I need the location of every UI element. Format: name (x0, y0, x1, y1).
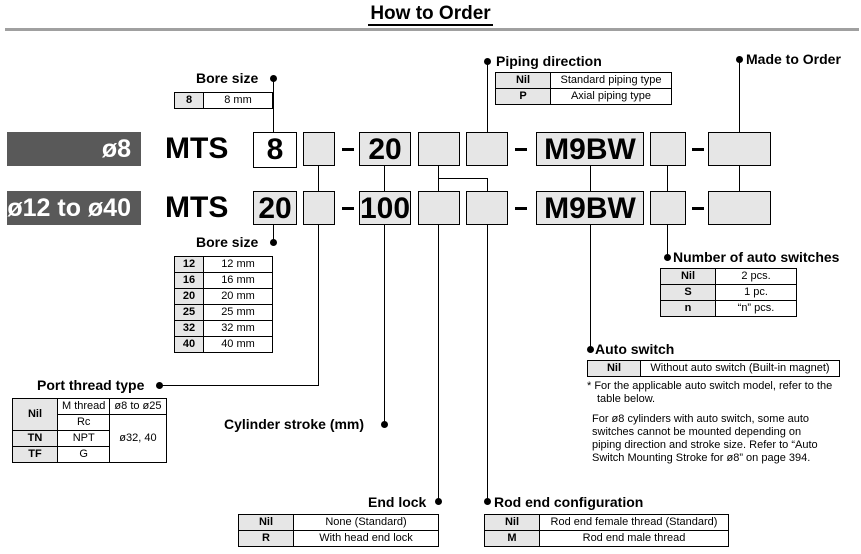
value-cell: With head end lock (294, 531, 439, 547)
code-cell: TN (13, 431, 58, 447)
auto-switch-mounting-note (592, 413, 860, 465)
code-cell: P (496, 89, 551, 105)
dash (515, 207, 527, 210)
dash (515, 148, 527, 151)
value-cell: 2 pcs. (716, 269, 797, 285)
connector-line (667, 166, 668, 191)
port-thread-table (12, 398, 167, 463)
bore-size-label: Bore size (196, 70, 259, 86)
value-cell: 40 mm (204, 337, 273, 353)
leader-dot (484, 58, 491, 65)
value-cell: 32 mm (204, 321, 273, 337)
value-cell: “n” pcs. (716, 301, 797, 317)
leader-line (273, 79, 274, 132)
value-cell: Axial piping type (551, 89, 672, 105)
leader-dot (664, 254, 671, 261)
value-cell: 12 mm (204, 257, 273, 273)
bore-diameter-tag-small: ø8 (7, 132, 141, 166)
dash (692, 148, 704, 151)
code-cell: 12 (175, 257, 204, 273)
cylinder-stroke-label: Cylinder stroke (mm) (224, 416, 365, 432)
code-cell: Nil (239, 515, 294, 531)
made-to-order-box (708, 191, 771, 225)
code-cell: 25 (175, 305, 204, 321)
code-cell: n (661, 301, 716, 317)
code-cell: 32 (175, 321, 204, 337)
auto-switch-label: Auto switch (595, 341, 675, 357)
value-cell: Rod end female thread (Standard) (540, 515, 729, 531)
dash (692, 207, 704, 210)
value-cell: 25 mm (204, 305, 273, 321)
auto-switch-note (587, 380, 859, 406)
num-switch-box (650, 132, 686, 166)
code-cell: 20 (175, 289, 204, 305)
dash (342, 148, 354, 151)
leader-dot (381, 421, 388, 428)
value-cell: G (58, 447, 110, 463)
code-cell: Nil (588, 361, 641, 377)
bore-size-label: Bore size (196, 234, 259, 250)
code-cell: 40 (175, 337, 204, 353)
end-lock-box (418, 191, 460, 225)
leader-dot (270, 75, 277, 82)
stroke-code: 20 (359, 132, 411, 166)
piping-direction-table (495, 72, 672, 105)
value-cell: Rod end male thread (540, 531, 729, 547)
leader-dot (156, 382, 163, 389)
bore-code: 20 (253, 191, 297, 225)
number-of-switches-table (660, 268, 797, 317)
leader-line (318, 225, 319, 385)
connector-line (739, 166, 740, 191)
bore-diameter-tag-large: ø12 to ø40 (7, 191, 141, 225)
note-line: * For the applicable auto switch model, refer to the (587, 380, 833, 392)
code-cell: S (661, 285, 716, 301)
rod-end-configuration-label: Rod end configuration (494, 494, 644, 510)
auto-switch-code: M9BW (536, 132, 644, 166)
value-cell: NPT (58, 431, 110, 447)
connector-line (487, 178, 488, 191)
dash (342, 207, 354, 210)
bore-code: 8 (253, 132, 297, 168)
leader-dot (736, 56, 743, 63)
note-line: For ø8 cylinders with auto switch, some auto (592, 413, 810, 425)
model-code: MTS (165, 132, 229, 165)
leader-line (160, 385, 319, 386)
leader-line (487, 225, 488, 501)
leader-line (590, 225, 591, 350)
leader-line (667, 225, 668, 257)
note-line: Switch Mounting Stroke for ø8” on page 394. (592, 452, 811, 464)
leader-dot (484, 498, 491, 505)
connector-line (590, 166, 591, 191)
connector-line (438, 178, 487, 179)
leader-line (438, 225, 439, 501)
leader-line (384, 225, 385, 425)
piping-box (466, 132, 508, 166)
value-cell: Standard piping type (551, 73, 672, 89)
rod-end-table (484, 514, 729, 547)
port-thread-type-label: Port thread type (37, 377, 145, 393)
leader-dot (270, 239, 277, 246)
connector-line (318, 166, 319, 191)
leader-line (739, 60, 740, 132)
rod-end-box (466, 191, 508, 225)
header-cell: M thread (58, 399, 110, 415)
code-cell: TF (13, 447, 58, 463)
note-line: piping direction and stroke size. Refer to “Auto (592, 439, 818, 451)
code-cell: 8 (175, 93, 204, 109)
value-cell: 16 mm (204, 273, 273, 289)
title-rule (5, 28, 859, 31)
note-line: table below. (597, 393, 656, 405)
stroke-code: 100 (360, 192, 411, 225)
made-to-order-label: Made to Order (746, 51, 841, 67)
auto-switch-table (587, 360, 840, 377)
connector-line (384, 166, 385, 191)
leader-line (487, 62, 488, 132)
leader-dot (435, 498, 442, 505)
value-cell: 8 mm (204, 93, 273, 109)
end-lock-box (418, 132, 460, 166)
made-to-order-box (708, 132, 771, 166)
port-thread-box (303, 191, 335, 225)
code-cell: M (485, 531, 540, 547)
value-cell: 20 mm (204, 289, 273, 305)
end-lock-label: End lock (368, 494, 427, 510)
code-cell: R (239, 531, 294, 547)
end-lock-table (238, 514, 439, 547)
value-cell: 1 pc. (716, 285, 797, 301)
number-of-auto-switches-label: Number of auto switches (673, 249, 840, 265)
page-title: How to Order (370, 3, 491, 24)
leader-dot (587, 346, 594, 353)
value-cell: Rc (58, 415, 110, 431)
note-line: switches cannot be mounted depending on (592, 426, 802, 438)
code-cell: Nil (485, 515, 540, 531)
auto-switch-code: M9BW (536, 191, 644, 225)
code-cell: Nil (496, 73, 551, 89)
bore-size-table-small (174, 92, 273, 109)
header-cell: ø8 to ø25 (110, 399, 166, 415)
model-code: MTS (165, 191, 229, 224)
bore-size-table (174, 256, 273, 353)
value-cell: None (Standard) (294, 515, 439, 531)
code-cell: Nil (661, 269, 716, 285)
num-switch-box (650, 191, 686, 225)
piping-direction-label: Piping direction (496, 53, 602, 69)
value-cell: ø32, 40 (110, 415, 166, 463)
code-cell: 16 (175, 273, 204, 289)
value-cell: Without auto switch (Built-in magnet) (641, 361, 840, 377)
port-thread-box (303, 132, 335, 166)
code-cell: Nil (13, 399, 58, 431)
